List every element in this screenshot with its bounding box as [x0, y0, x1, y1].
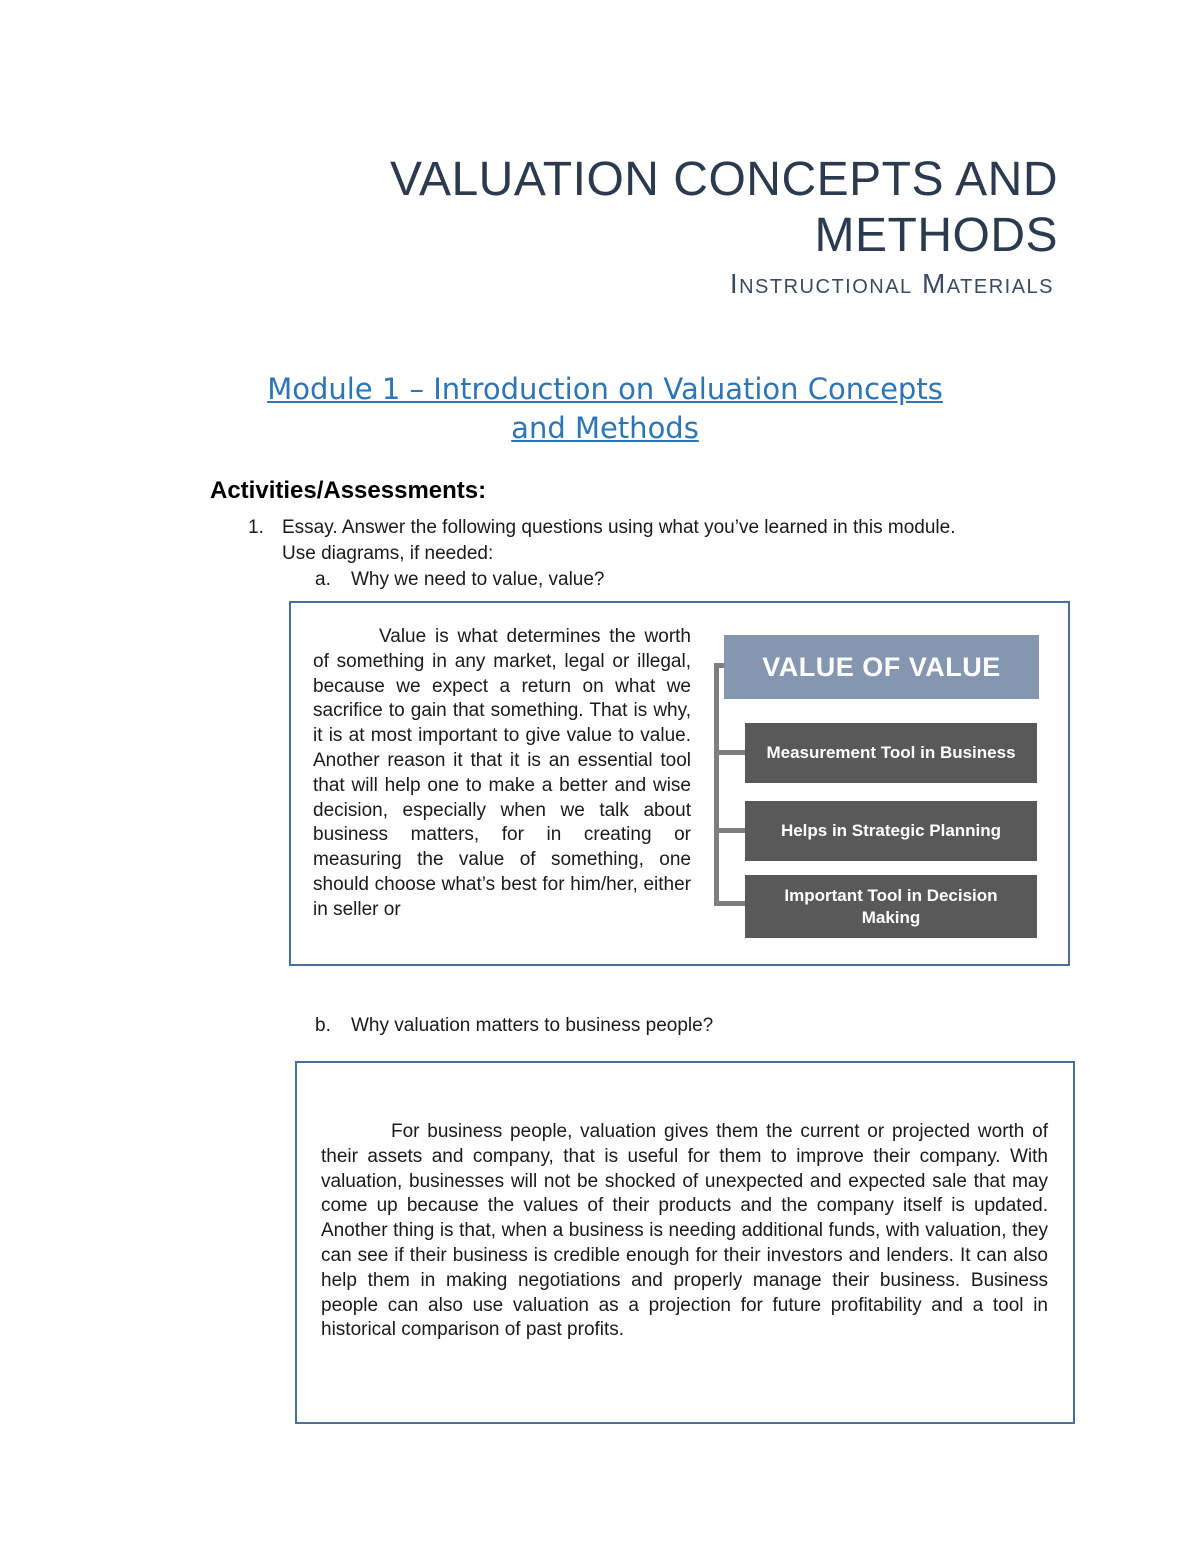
module-heading-line-2: and Methods [511, 411, 699, 445]
question-instruction-line-1: Essay. Answer the following questions using what you’ve learned in this module. [282, 517, 956, 538]
sub-question-b-letter: b. [315, 1015, 331, 1036]
diagram-connector-2 [714, 828, 745, 833]
sub-question-b-text: Why valuation matters to business people? [351, 1015, 714, 1036]
diagram-item-strategic-planning: Helps in Strategic Planning [745, 801, 1037, 861]
module-heading-line-1: Module 1 – Introduction on Valuation Concepts [267, 372, 943, 406]
diagram-connector-1 [714, 750, 745, 755]
document-title-line-1: VALUATION CONCEPTS AND [390, 153, 1058, 206]
activities-heading: Activities/Assessments: [210, 477, 487, 504]
document-subtitle: Instructional Materials [729, 268, 1054, 299]
document-title-line-2: METHODS [814, 209, 1058, 262]
diagram-item-measurement-tool: Measurement Tool in Business [745, 723, 1037, 783]
sub-question-a-text: Why we need to value, value? [351, 569, 605, 590]
answer-a-text: Value is what determines the worth of something in any market, legal or illegal, because we expect a return on what we sacrifice to gain that something. That is why, it is at most important to give value to value. Another reason it that it is an essential tool that will help one to make a better and wise decision, especially when we talk about business matters, for in creating or measuring the value of something, one should choose what’s best for him/her, either in seller or [313, 626, 691, 920]
sub-question-a-letter: a. [315, 569, 331, 590]
question-instruction-line-2: Use diagrams, if needed: [282, 543, 494, 564]
question-number: 1. [248, 517, 264, 538]
module-heading [200, 370, 1010, 448]
diagram-header: VALUE OF VALUE [724, 635, 1039, 699]
diagram-connector-vertical [714, 663, 719, 906]
diagram-item-decision-making: Important Tool in Decision Making [745, 875, 1037, 938]
answer-b-text: For business people, valuation gives them the current or projected worth of their assets and company, that is useful for them to improve their company. With valuation, businesses will not be shocked of unexpected and expected sale that may come up because the values of their products and the company itself is updated. Another thing is that, when a business is needing additional funds, with valuation, they can see if their business is credible enough for their investors and lenders. It can also help them in making negotiations and properly manage their business. Business people can also use valuation as a projection for future profitability and a tool in historical comparison of past profits. [321, 1121, 1048, 1341]
diagram-connector-3 [714, 901, 745, 906]
